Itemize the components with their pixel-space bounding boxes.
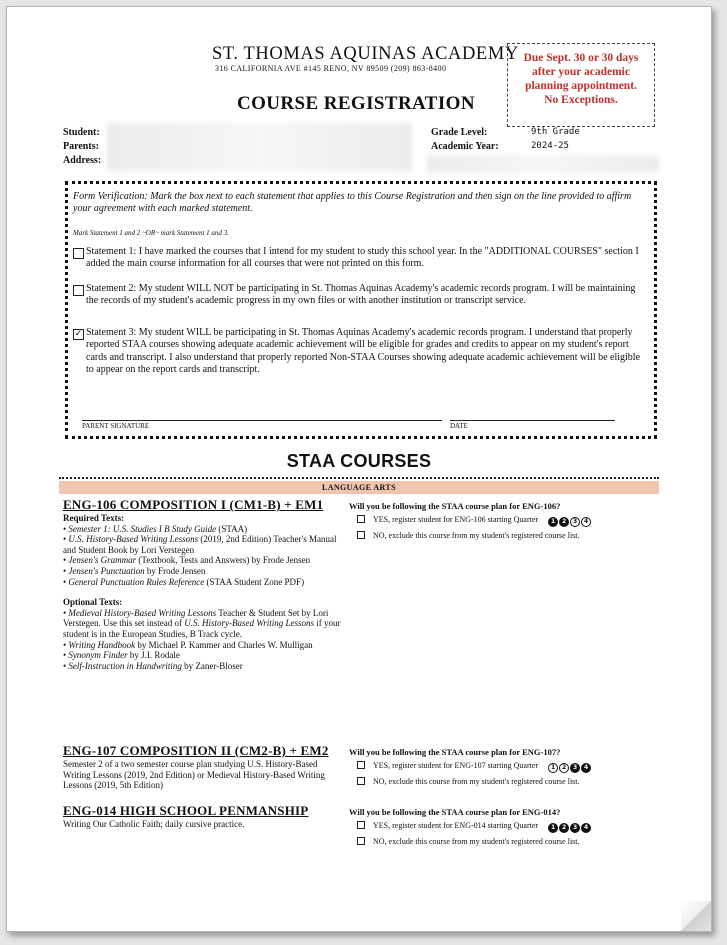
quarter-selector[interactable] — [548, 823, 591, 833]
yes-checkbox[interactable] — [357, 761, 365, 769]
course-title-eng-106: ENG-106 COMPOSITION I (CM1-B) + EM1 — [63, 497, 324, 512]
academic-year-value: 2024-25 — [531, 141, 569, 151]
quarter-2-option[interactable]: 2 — [559, 823, 569, 833]
quarter-1-option[interactable]: 1 — [548, 763, 558, 773]
yes-option-label: YES, register student for ENG-014 starting Quarter — [373, 821, 539, 830]
text-item: • Jensen's Grammar (Textbook, Tests and Answers) by Frode Jensen — [63, 555, 311, 566]
course-question-eng-106: Will you be following the STAA course plan for ENG-106? — [349, 501, 561, 511]
date-line[interactable] — [450, 420, 615, 430]
statement-3-text: Statement 3: My student WILL be participating in St. Thomas Aquinas Academy's academic records program. I understand that properly reported STAA courses showing adequate academic achievement will be eligible for grades and credits to appear on my student's report cards and transcript. I also understand that properly reported Non-STAA Courses showing adequate academic achievement will be eligible to appear on the report cards and transcript. — [86, 327, 641, 376]
quarter-selector[interactable] — [548, 763, 591, 773]
no-option-eng-014[interactable] — [357, 837, 580, 846]
grade-level-label: Grade Level: — [431, 127, 488, 138]
due-notice-line: Due Sept. 30 or 30 days — [523, 52, 639, 64]
text-item: • U.S. History-Based Writing Lessons (2019, 2nd Edition) Teacher's Manual and Student Book by Lori Verstegen — [63, 534, 337, 555]
text-item: • Self-Instruction in Handwriting by Zaner-Bloser — [63, 660, 243, 671]
language-arts-header: LANGUAGE ARTS — [59, 481, 659, 494]
grade-level-value: 9th Grade — [531, 127, 580, 137]
no-checkbox[interactable] — [357, 837, 365, 845]
form-title: COURSE REGISTRATION — [237, 93, 475, 114]
no-option-eng-106[interactable] — [357, 531, 580, 540]
quarter-4-option[interactable]: 4 — [581, 763, 591, 773]
quarter-2-option[interactable]: 2 — [559, 763, 569, 773]
yes-option-label: YES, register student for ENG-106 starting Quarter — [373, 515, 539, 524]
course-question-eng-014: Will you be following the STAA course plan for ENG-014? — [349, 807, 561, 817]
statement-1-text: Statement 1: I have marked the courses that I intend for my student to study this school year. In the "ADDITIONAL COURSES" section I added the main course information for all courses that were not printed on this form. — [86, 246, 639, 270]
academic-year-label: Academic Year: — [431, 141, 499, 152]
school-name: ST. THOMAS AQUINAS ACADEMY — [212, 44, 519, 64]
course-desc-eng-107: Semester 2 of a two semester course plan studying U.S. History-Based Writing Lessons (2019, 2nd Edition) or Medieval History-Based Writing Lessons (2019, 5th Edition) — [63, 759, 325, 791]
text-item: • Medieval History-Based Writing Lessons Teacher & Student Set by Lori Verstegen. Use this set instead of U.S. History-Based Writing Lessons if your student is in the European Studies, B Track cycle. — [63, 607, 341, 639]
text-item: • Jensen's Punctuation by Frode Jensen — [63, 565, 206, 576]
address-label: Address: — [63, 155, 102, 166]
yes-option-eng-106[interactable] — [357, 515, 591, 527]
date-label: DATE — [450, 422, 468, 430]
statement-2-text: Statement 2: My student WILL NOT be participating in St. Thomas Aquinas Academy's academic records program. I will be maintaining the records of my student's academic progress in my own files or with another institution or transcript service. — [86, 283, 636, 307]
verification-note-text: Mark Statement 1 and 2 ~OR~ mark Statement 1 and 3. — [73, 229, 229, 237]
page-curl — [681, 901, 711, 931]
verification-intro — [73, 191, 648, 216]
yes-checkbox[interactable] — [357, 821, 365, 829]
text-item: • Synonym Finder by J.I. Rodale — [63, 650, 180, 661]
yes-option-eng-014[interactable] — [357, 821, 591, 833]
student-label: Student: — [63, 127, 100, 138]
due-notice — [507, 43, 655, 127]
yes-option-eng-107[interactable] — [357, 761, 591, 773]
yes-option-label: YES, register student for ENG-107 starting Quarter — [373, 761, 539, 770]
no-option-eng-107[interactable] — [357, 777, 580, 786]
yes-checkbox[interactable] — [357, 515, 365, 523]
quarter-selector[interactable] — [548, 517, 591, 527]
statement-1-checkbox[interactable] — [73, 248, 84, 259]
required-texts-heading: Required Texts: — [63, 513, 125, 523]
text-item: • Semester 1: U.S. Studies I B Study Guide (STAA) — [63, 523, 248, 534]
statement-3-checkbox[interactable]: ✓ — [74, 329, 83, 339]
course-desc-eng-014: Writing Our Catholic Faith; daily cursive practice. — [63, 819, 245, 829]
course-title-eng-014: ENG-014 HIGH SCHOOL PENMANSHIP — [63, 803, 309, 818]
quarter-4-option[interactable]: 4 — [581, 517, 591, 527]
no-option-label: NO, exclude this course from my student's registered course list. — [373, 777, 580, 786]
due-notice-line: planning appointment. — [525, 80, 637, 92]
parents-label: Parents: — [63, 141, 99, 152]
document-page — [6, 6, 712, 932]
quarter-3-option[interactable]: 3 — [570, 823, 580, 833]
staa-courses-title: STAA COURSES — [286, 451, 432, 471]
no-checkbox[interactable] — [357, 777, 365, 785]
statement-2-checkbox[interactable] — [73, 285, 84, 296]
quarter-2-option[interactable]: 2 — [559, 517, 569, 527]
optional-texts-heading: Optional Texts: — [63, 597, 123, 608]
parent-signature-label: PARENT SIGNATURE — [82, 422, 150, 430]
due-notice-line: No Exceptions. — [544, 94, 618, 106]
school-address: 316 CALIFORNIA AVE #145 RENO, NV 89509 (209) 863-8400 — [215, 64, 447, 73]
quarter-1-option[interactable]: 1 — [548, 823, 558, 833]
no-option-label: NO, exclude this course from my student's registered course list. — [373, 531, 580, 540]
quarter-3-option[interactable]: 3 — [570, 763, 580, 773]
verification-note — [73, 227, 229, 239]
due-notice-line: after your academic — [532, 66, 630, 78]
section-divider — [59, 477, 659, 479]
quarter-1-option[interactable]: 1 — [548, 517, 558, 527]
course-question-eng-107: Will you be following the STAA course plan for ENG-107? — [349, 747, 561, 757]
redacted-address-line — [427, 155, 659, 173]
course-title-eng-107: ENG-107 COMPOSITION II (CM2-B) + EM2 — [63, 743, 329, 758]
quarter-3-option[interactable]: 3 — [570, 517, 580, 527]
verification-intro-text: Form Verification: Mark the box next to each statement that applies to this Course Registration and then sign on the line provided to affirm your agreement with each marked statement. — [73, 191, 632, 215]
form-verification-box — [65, 181, 657, 439]
course-texts-eng-106 — [63, 513, 341, 671]
parent-signature-line[interactable] — [82, 420, 442, 430]
no-option-label: NO, exclude this course from my student's registered course list. — [373, 837, 580, 846]
redacted-student-info — [107, 123, 412, 171]
quarter-4-option[interactable]: 4 — [581, 823, 591, 833]
text-item: • General Punctuation Rules Reference (STAA Student Zone PDF) — [63, 576, 305, 587]
text-item: • Writing Handbook by Michael P. Kammer and Charles W. Mulligan — [63, 639, 313, 650]
no-checkbox[interactable] — [357, 531, 365, 539]
